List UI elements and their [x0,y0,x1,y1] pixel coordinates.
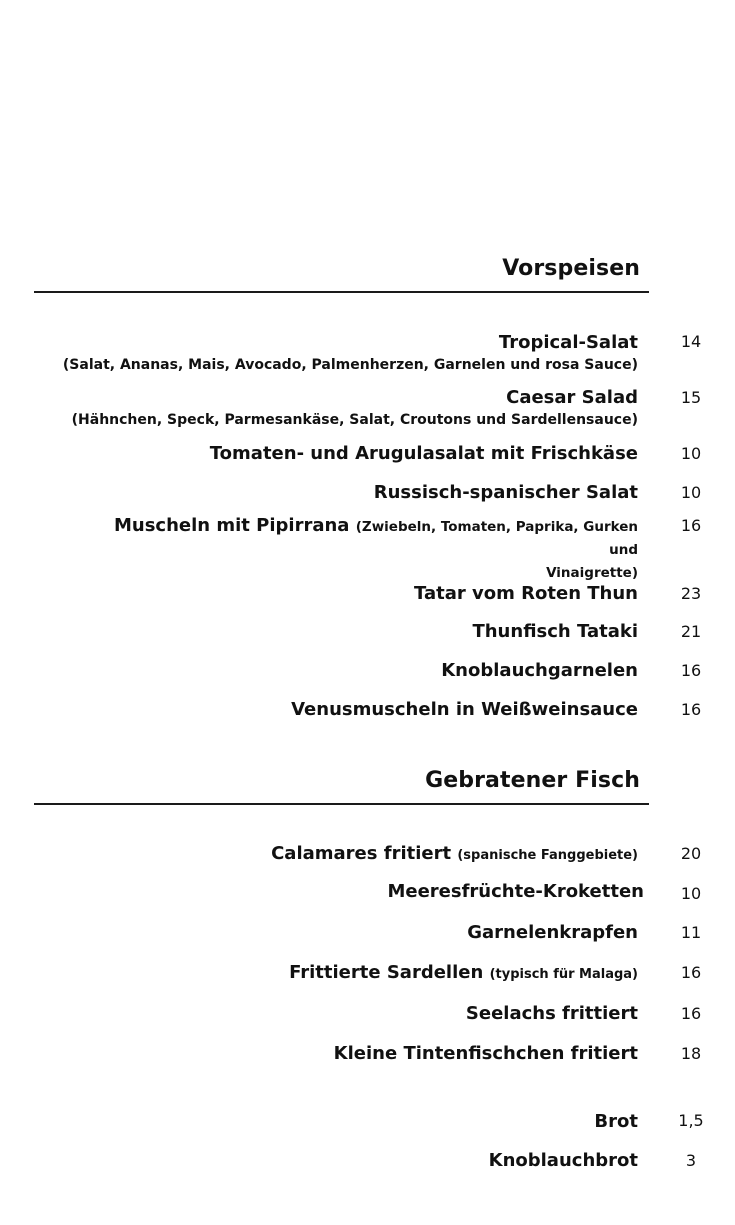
menu-item-price: 10 [680,444,702,463]
menu-item-name: Russisch-spanischer Salat [373,482,638,503]
menu-item-name: Brot [594,1111,638,1132]
menu-item-price: 23 [680,584,702,603]
menu-item-name: Knoblauchgarnelen [441,660,638,681]
menu-item-price: 16 [680,1004,702,1023]
section-title-vorspeisen: Vorspeisen [502,256,640,281]
menu-item-price: 10 [680,483,702,502]
menu-item-name: Calamares fritiert [271,843,452,864]
menu-item-price: 3 [685,1151,697,1170]
menu-item-name: Thunfisch Tataki [472,621,638,642]
menu-item-name: Garnelenkrapfen [467,922,638,943]
menu-item-price: 16 [680,963,702,982]
menu-item-name: Tomaten- und Arugulasalat mit Frischkäse [209,443,638,464]
menu-item-description: (Salat, Ananas, Mais, Avocado, Palmenherzen, Garnelen und rosa Sauce) [62,357,638,373]
menu-item-name: Venusmuscheln in Weißweinsauce [291,699,638,720]
menu-item-name: Tropical-Salat [498,332,638,353]
section-divider [34,291,649,293]
menu-item-price: 16 [680,516,702,535]
menu-item-name: Caesar Salad [506,387,638,408]
menu-item-name: Frittierte Sardellen [289,962,484,983]
menu-item-note: (typisch für Malaga) [489,967,638,982]
menu-item-muscheln [110,515,638,584]
section-divider [34,803,649,805]
menu-item-price: 16 [680,700,702,719]
menu-item-price: 20 [680,844,702,863]
menu-item-price: 16 [680,661,702,680]
section-title-gebratener-fisch: Gebratener Fisch [425,768,640,793]
menu-item-name: Seelachs frittiert [465,1003,638,1024]
menu-item-name: Meeresfrüchte-Kroketten [387,881,644,902]
menu-item-price: 11 [680,923,702,942]
menu-item-price: 10 [680,884,702,903]
menu-item-description: (Hähnchen, Speck, Parmesankäse, Salat, Croutons und Sardellensauce) [71,412,638,428]
menu-item-note: (spanische Fanggebiete) [457,848,638,863]
menu-item-price: 14 [680,332,702,351]
menu-item-name: Tatar vom Roten Thun [414,583,638,604]
menu-item-price: 15 [680,388,702,407]
menu-item-note: (Zwiebeln, Tomaten, Paprika, Gurken und [355,519,638,558]
menu-item-price: 18 [680,1044,702,1063]
menu-item-name: Kleine Tintenfischchen fritiert [333,1043,638,1064]
menu-item-price: 21 [680,622,702,641]
menu-item-name: Muscheln mit Pipirrana [113,515,350,536]
menu-item-name: Knoblauchbrot [488,1150,638,1171]
menu-item-sardellen [289,962,638,986]
menu-item-price: 1,5 [678,1111,704,1130]
menu-item-note: Vinaigrette) [546,565,638,581]
menu-item-calamares [271,843,638,867]
